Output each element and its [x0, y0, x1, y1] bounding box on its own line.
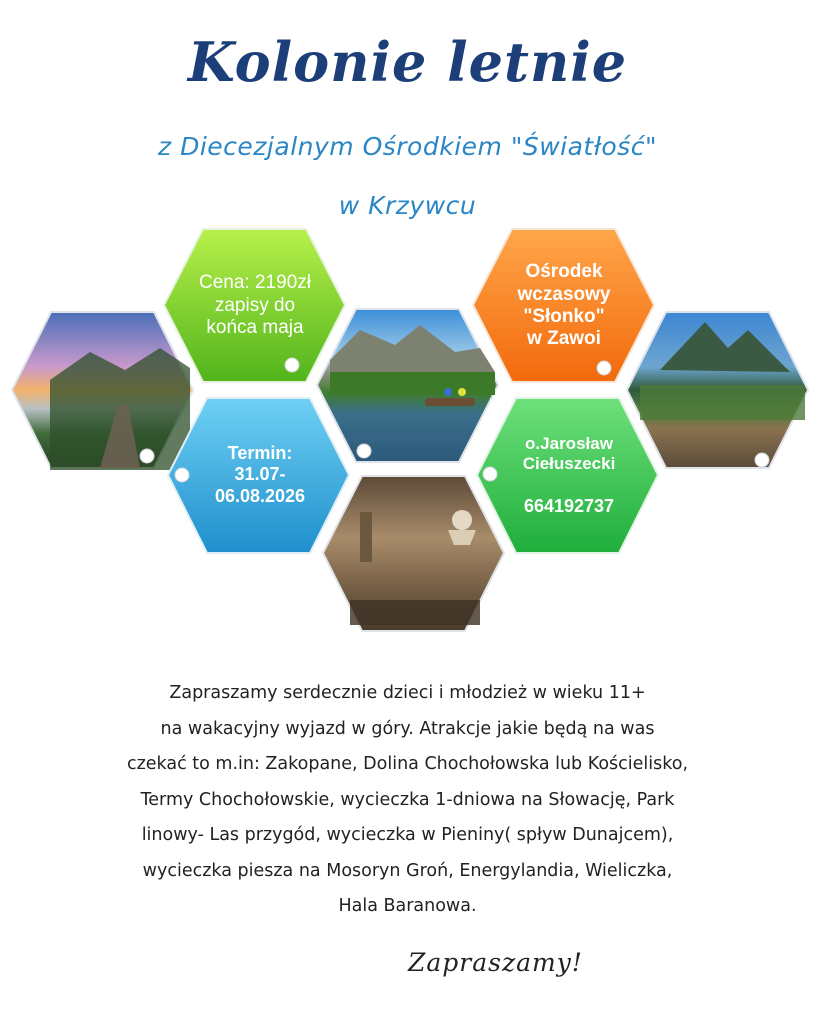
- poster-subtitle: z Diecezjalnym Ośrodkiem "Światłość": [158, 132, 657, 161]
- invitation-paragraph: Zapraszamy serdecznie dzieci i młodzież w wieku 11+ na wakacyjny wyjazd w góry. Atrakcje jakie będą na was czekać to m.in: Zakopane, Dolina Chochołowska lub Kościelisko, Termy Chochołowskie, wycieczka 1-dniowa na Słowację, Park linowy- Las przygód, wycieczka w Pieniny( spływ Dunajcem), wycieczka piesza na Mosoryn Groń, Energylandia, Wieliczka, Hala Baranowa.: [126, 683, 689, 916]
- mountain-lake-photo: [627, 312, 808, 468]
- resort-text: Ośrodek wczasowy "Słonko" w Zawoi: [517, 261, 611, 350]
- price-text: Cena: 2190zł zapisy do końca maja: [199, 272, 311, 339]
- river-rafting-photo: [317, 309, 498, 462]
- poster-title: Kolonie letnie: [187, 30, 628, 94]
- salt-mine-chapel-photo: [323, 476, 504, 631]
- signature-text: Zapraszamy!: [408, 948, 583, 977]
- poster-location: w Krzywcu: [338, 191, 477, 220]
- dates-text: Termin: 31.07- 06.08.2026: [214, 443, 306, 506]
- contact-name: o.Jarosław Ciełuszecki: [522, 433, 616, 473]
- contact-phone: 664192737: [523, 496, 615, 517]
- mountain-sunrise-photo: [12, 312, 193, 470]
